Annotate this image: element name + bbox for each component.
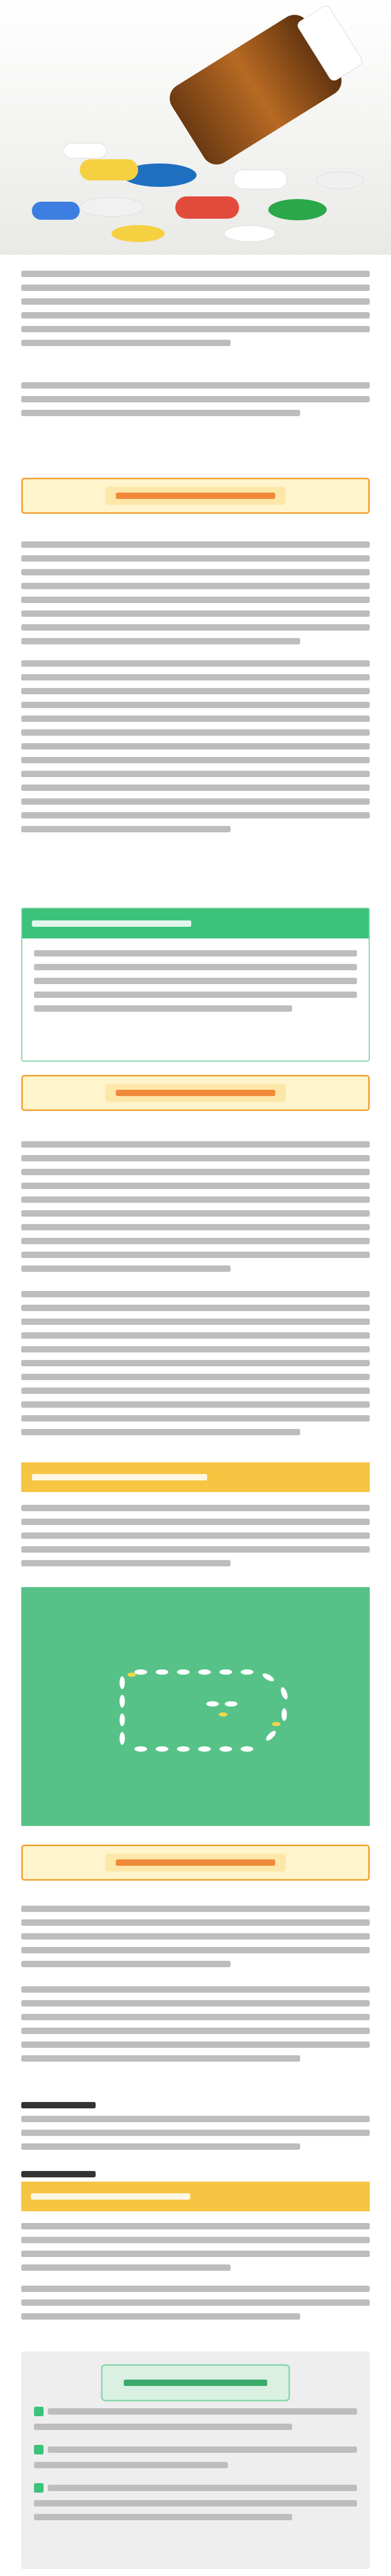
intro-paragraph-2	[21, 382, 370, 424]
list-item	[34, 2445, 357, 2468]
pill-frame-illustration	[21, 1587, 370, 1826]
tip-box-1-body	[22, 938, 369, 1024]
tip-box-1	[21, 908, 370, 1062]
tip-box-3	[21, 2182, 370, 2320]
section-3-title-banner	[21, 1845, 370, 1881]
list-item	[34, 2483, 357, 2520]
hero-photo	[0, 0, 391, 255]
tip-box-2-header	[21, 1462, 370, 1492]
tip-box-2-body	[21, 1505, 370, 1574]
pill-bottle-illustration	[0, 0, 391, 255]
list-item	[21, 2102, 370, 2150]
principles-title	[34, 2364, 357, 2407]
section-1-body	[21, 541, 370, 840]
intro-paragraph-1	[21, 271, 370, 354]
tip-box-3-header	[21, 2182, 370, 2211]
tip-box-3-body	[21, 2211, 370, 2332]
checkmark-icon	[34, 2407, 44, 2416]
checkmark-icon	[34, 2445, 44, 2454]
list-item	[34, 2407, 357, 2430]
tip-box-1-header	[22, 909, 369, 938]
checkmark-icon	[34, 2483, 44, 2493]
green-pill-photo	[21, 1587, 370, 1826]
section-2-body	[21, 1141, 370, 1443]
section-2-title-banner	[21, 1075, 370, 1111]
principles-box	[21, 2351, 370, 2569]
section-1-title-banner	[21, 478, 370, 514]
section-3-intro	[21, 1906, 370, 2069]
